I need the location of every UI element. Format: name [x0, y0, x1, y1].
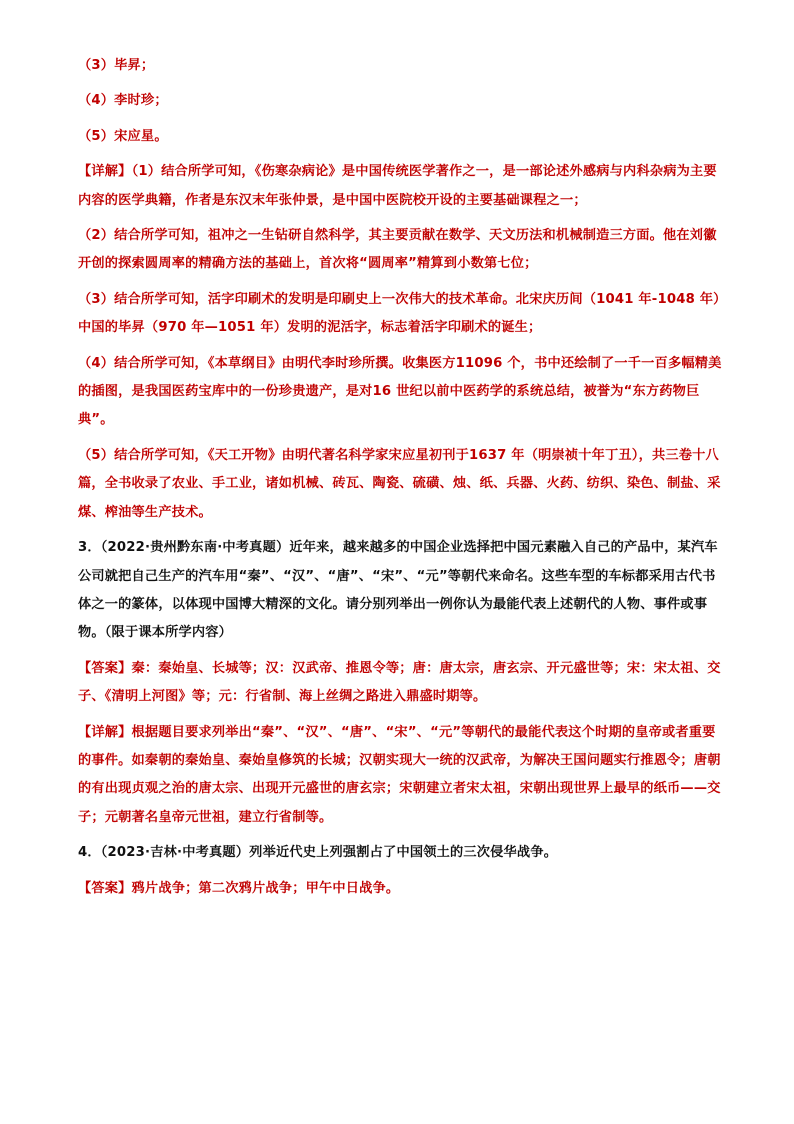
- q4-question: 4．（2023·吉林·中考真题）列举近代史上列强割占了中国领土的三次侵华战争。: [78, 845, 558, 861]
- q2-detail-3: （3）结合所学可知，活字印刷术的发明是印刷史上一次伟大的技术革命。北宋庆历间（1041 年-1048 年）中国的毕昇（970 年—1051 年）发明的泥活字，标志着活字印刷术的诞生；: [78, 291, 720, 336]
- q4-answer: 【答案】鸦片战争；第二次鸦片战争；甲午中日战争。: [78, 880, 400, 896]
- q2-detail-2: （2）结合所学可知，祖冲之一生钻研自然科学，其主要贡献在数学、天文历法和机械制造三方面。他在刘徽开创的探索圆周率的精确方法的基础上，首次将“圆周率”精算到小数第七位；: [78, 228, 717, 272]
- q3-detail: 【详解】根据题目要求列举出“秦”、“汉”、“唐”、“宋”、“元”等朝代的最能代表这个时期的皇帝或者重要的事件。如秦朝的秦始皇、秦始皇修筑的长城；汉朝实现大一统的汉武帝，为解决王国问题实行推恩令；唐朝的有出现贞观之治的唐太宗、出现开元盛世的唐玄宗；宋朝建立者宋太祖，宋朝出现世界上最早的纸币——交子；元朝著名皇帝元世祖，建立行省制等。: [78, 724, 721, 825]
- q2-detail-5: （5）结合所学可知，《天工开物》由明代著名科学家宋应星初刊于1637 年（明崇祯十年丁丑），共三卷十八篇，全书收录了农业、手工业，诸如机械、砖瓦、陶瓷、硫磺、烛、纸、兵器、火药、纺织、染色、制盐、采煤、榨油等生产技术。: [78, 447, 721, 520]
- q2-answer-5: （5）宋应星。: [78, 128, 168, 144]
- q2-detail-1: 【详解】（1）结合所学可知，《伤寒杂病论》是中国传统医学著作之一，是一部论述外感病与内科杂病为主要内容的医学典籍，作者是东汉末年张仲景，是中国中医院校开设的主要基础课程之一；: [78, 164, 717, 208]
- q3-answer: 【答案】秦：秦始皇、长城等；汉：汉武帝、推恩令等；唐：唐太宗，唐玄宗、开元盛世等；宋：宋太祖、交子、《清明上河图》等；元：行省制、海上丝绸之路进入鼎盛时期等。: [78, 660, 721, 705]
- q2-answer-3: （3）毕昇；: [78, 58, 155, 73]
- q3-question: 3．（2022·贵州黔东南·中考真题）近年来，越来越多的中国企业选择把中国元素融入自己的产品中，某汽车公司就把自己生产的汽车用“秦”、“汉”、“唐”、“宋”、“元”等朝代来命名。这些车型的车标都采用古代书体之一的篆体，以体现中国博大精深的文化。请分别列举出一例你认为最能代表上述朝代的人物、事件或事物。（限于课本所学内容）: [78, 540, 718, 641]
- q2-detail-4: （4）结合所学可知，《本草纲目》由明代李时珍所撰。收集医方11096 个，书中还绘制了一千一百多幅精美的插图，是我国医药宝库中的一份珍贵遗产，是对16 世纪以前中医药学的系统总结，被誉为“东方药物巨典”。: [78, 355, 722, 428]
- q2-answer-4: （4）李时珍；: [78, 93, 168, 109]
